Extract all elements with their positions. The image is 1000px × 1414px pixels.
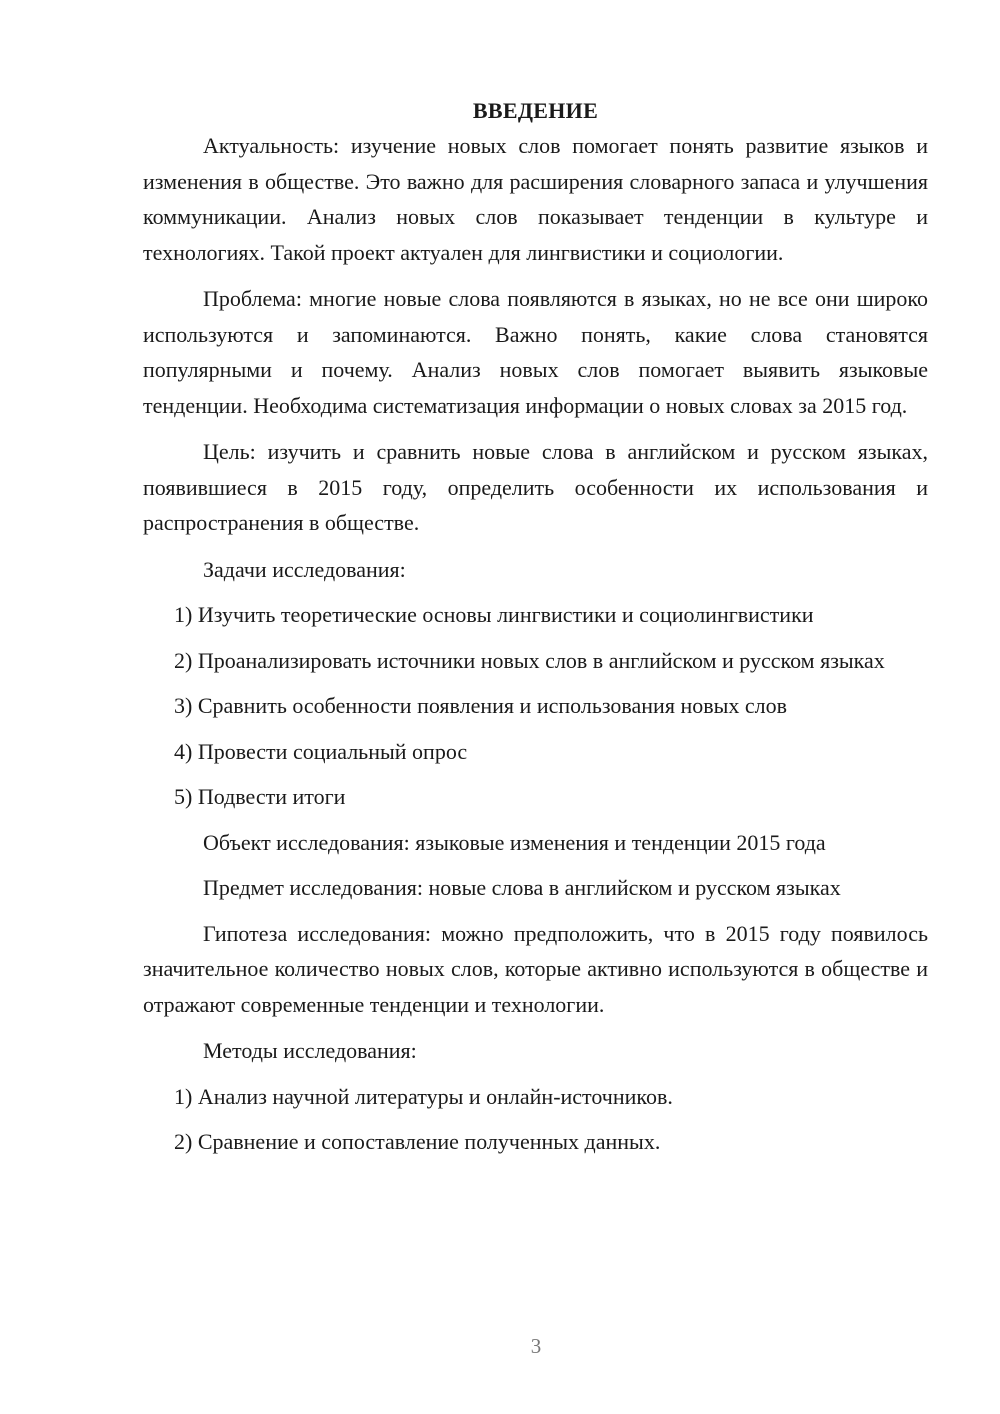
goal-paragraph: Цель: изучить и сравнить новые слова в английском и русском языках, появившиеся в 2015 году, определить особенности их использования и распространения в обществе. xyxy=(143,439,928,535)
page-number: 3 xyxy=(530,1334,542,1358)
task-item: 4) Провести социальный опрос xyxy=(174,738,468,764)
task-item: 5) Подвести итоги xyxy=(174,784,346,809)
hypothesis-paragraph: Гипотеза исследования: можно предположить, что в 2015 году появилось значительное количество новых слов, которые активно используются в обществе и отражают современные тенденции и технологии. xyxy=(143,920,928,1017)
method-item: 2) Сравнение и сопоставление полученных данных. xyxy=(174,1129,661,1154)
task-item: 2) Проанализировать источники новых слов в английском и русском языках xyxy=(174,647,885,673)
problem-paragraph: Проблема: многие новые слова появляются в языках, но не все они широко используются и запоминаются. Важно понять, какие слова становятся популярными и почему. Анализ новых слов помогает выявить языковые тенденции. Необходима систематизация информации о новых словах за 2015 год. xyxy=(143,286,928,418)
subject-line: Предмет исследования: новые слова в английском и русском языках xyxy=(203,875,841,900)
methods-heading: Методы исследования: xyxy=(203,1038,417,1063)
object-line: Объект исследования: языковые изменения и тенденции 2015 года xyxy=(203,829,826,855)
task-item: 1) Изучить теоретические основы лингвистики и социолингвистики xyxy=(174,602,814,627)
task-item: 3) Сравнить особенности появления и использования новых слов xyxy=(174,693,788,718)
tasks-heading: Задачи исследования: xyxy=(203,556,406,582)
relevance-paragraph: Актуальность: изучение новых слов помогает понять развитие языков и изменения в обществе. Это важно для расширения словарного запаса и улучшения коммуникации. Анализ новых слов показывает тенденции в культуре и технологиях. Такой проект актуален для лингвистики и социологии. xyxy=(143,133,928,265)
method-item: 1) Анализ научной литературы и онлайн-источников. xyxy=(174,1083,673,1109)
page-title: ВВЕДЕНИЕ xyxy=(472,98,599,123)
document-page xyxy=(143,96,928,1170)
